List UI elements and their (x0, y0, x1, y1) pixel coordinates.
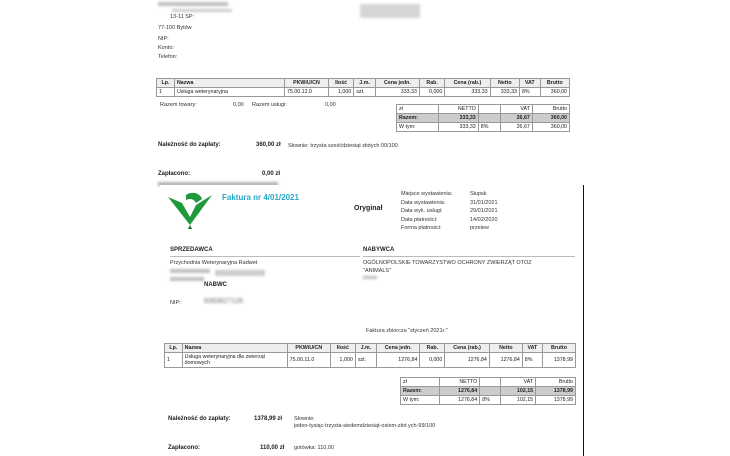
cell: 1276,84 (440, 387, 480, 396)
buyer-name: OGÓLNOPOLSKIE TOWARZYSTWO OCHRONY ZWIERZĄT OTOZ (363, 260, 532, 266)
cell: 1276,84 (440, 396, 480, 405)
razem-towary-value: 0,00 (233, 102, 244, 108)
col-header: Brutto (542, 344, 575, 353)
cell: 360,00 (532, 123, 569, 132)
summary-table (396, 104, 570, 132)
nip-label: NIP: (158, 36, 169, 42)
cell: 360,00 (532, 114, 569, 123)
cell: 1378,99 (536, 387, 576, 396)
nabywca-label: NABYWCA (363, 247, 395, 253)
summary-header-row (401, 378, 576, 387)
cell: 1276,84 (489, 353, 522, 368)
zaplacono-value: 110,00 zł (260, 445, 285, 451)
naleznosc-value: 360,00 zł (256, 142, 281, 148)
cell: 1,000 (328, 88, 353, 97)
slownie-text: jeden-tysiąc-trzysta-siedemdziesiąt-osiem-złot ych-99/100 (294, 423, 436, 429)
cell: 1378,99 (542, 353, 575, 368)
buyer-sub: "ANIMALS" (363, 268, 392, 274)
cell: Brutto (532, 105, 569, 114)
redacted-block (360, 4, 420, 18)
summary-row (401, 387, 576, 396)
col-header: Cena jedn. (375, 79, 419, 88)
original-label: Oryginał (354, 205, 383, 212)
cell (478, 105, 500, 114)
blurred-header-text (172, 9, 232, 12)
col-header: J.m. (354, 79, 376, 88)
cell: zł (401, 378, 440, 387)
invoice-title: Faktura nr 4/01/2021 (222, 193, 299, 202)
cell: W tym: (397, 123, 439, 132)
cell: 1 (157, 88, 175, 97)
address-fragment: 77-100 Bytów (158, 25, 192, 31)
cell: 8% (522, 353, 542, 368)
cell: 75.00.12.0 (284, 88, 328, 97)
cell: 0,000 (419, 88, 444, 97)
cell: Razem: (397, 114, 439, 123)
nip-value: 8393627126 (204, 298, 243, 305)
col-header: Cena (rab.) (445, 79, 490, 88)
cell: VAT (500, 105, 532, 114)
cell: 8% (519, 88, 540, 97)
cell: 8% (480, 396, 501, 405)
cell: VAT (501, 378, 536, 387)
redacted-block (363, 276, 377, 279)
cell: szt. (354, 88, 376, 97)
cell: 333,33 (438, 123, 478, 132)
naleznosc-value: 1378,99 zł (254, 416, 283, 422)
col-header: Lp. (157, 79, 175, 88)
cell (480, 378, 501, 387)
redacted-seller-address (170, 277, 204, 281)
sprzedawca-label: SPRZEDAWCA (170, 247, 213, 253)
slownie-label: Słownie: (294, 416, 315, 422)
cell: 1276,84 (445, 353, 490, 368)
col-header: Cena (rab.) (445, 344, 490, 353)
cell: 1 (165, 353, 183, 368)
cell: szt. (355, 353, 376, 368)
col-header: Ilość (328, 79, 353, 88)
cell: 333,33 (445, 88, 490, 97)
col-header: Rab. (420, 344, 445, 353)
col-header: Nazwa (182, 344, 287, 353)
col-header: Rab. (419, 79, 444, 88)
divider (363, 256, 575, 257)
zaplacono-label: Zapłacono: (168, 445, 201, 451)
col-header: Netto (489, 344, 522, 353)
summary-row (397, 123, 570, 132)
cell: 26,67 (500, 114, 532, 123)
meta-row: Data płatności: 14/02/2020 (401, 216, 498, 223)
cell: 333,33 (490, 88, 519, 97)
cell: 1378,99 (536, 396, 576, 405)
cell (478, 114, 500, 123)
summary-row (397, 114, 570, 123)
col-header: VAT (522, 344, 542, 353)
invoice-meta (401, 191, 571, 234)
col-header: PKWiU/CN (287, 344, 330, 353)
items-table (156, 78, 570, 97)
razem-towary-label: Razem towary: (160, 102, 197, 108)
meta-row: Miejsce wystawienia: Słupsk (401, 191, 487, 197)
meta-row: Data wystawienia: 31/01/2021 (401, 199, 498, 206)
divider (170, 256, 360, 257)
summary-table (400, 377, 576, 405)
col-header: Lp. (165, 344, 183, 353)
razem-uslugi-value: 0,00 (325, 102, 336, 108)
zaplacono-note: gotówka: 110,00 (294, 445, 334, 451)
col-header: PKWiU/CN (284, 79, 328, 88)
col-header: Brutto (540, 79, 569, 88)
cell: 1276,84 (377, 353, 420, 368)
cell: Usługa weterynaryjna dla zwierząt domowych (182, 353, 287, 368)
table-row (157, 88, 570, 97)
table-header-row (165, 344, 576, 353)
col-header: Ilość (330, 344, 355, 353)
invoice-document-top (150, 0, 578, 190)
nabwca-overlay-text: NABWC (204, 282, 227, 288)
col-header: Cena jedn. (377, 344, 420, 353)
konto-label: Konto: (158, 45, 174, 51)
zaplacono-label: Zapłacono: (158, 171, 191, 177)
cell: NETTO (438, 105, 478, 114)
summary-row (401, 396, 576, 405)
cell: Brutto (536, 378, 576, 387)
table-header-row (157, 79, 570, 88)
address-fragment: 13-11 SP: (170, 14, 195, 20)
seller-name: Przychodnia Weterynaryjna Radwet (170, 260, 258, 266)
redacted-seller-address (170, 269, 210, 273)
invoice-document-bottom (160, 185, 584, 456)
cell: zł (397, 105, 439, 114)
redacted-block (215, 270, 265, 276)
naleznosc-label: Należność do zapłaty: (168, 416, 231, 422)
cell: 333,33 (438, 114, 478, 123)
cell: Usługa weterynaryjna (174, 88, 284, 97)
col-header: J.m. (355, 344, 376, 353)
col-header: Netto (490, 79, 519, 88)
blurred-header-text (158, 2, 228, 6)
table-row (165, 353, 576, 368)
cell: 102,15 (501, 396, 536, 405)
meta-row: Forma płatności: przelew (401, 225, 489, 231)
cell: W tym: (401, 396, 440, 405)
faktura-zbiorcza-text: Faktura zbiorcza "styczeń 2021r." (366, 328, 448, 334)
cell: 333,33 (375, 88, 419, 97)
cell: 75.00.11.0 (287, 353, 330, 368)
cell: 102,15 (501, 387, 536, 396)
cell: Razem: (401, 387, 440, 396)
cell: 0,000 (420, 353, 445, 368)
nip-label: NIP: (170, 300, 181, 306)
col-header: Nazwa (174, 79, 284, 88)
meta-row: Data wyk. usługi: 29/01/2021 (401, 208, 498, 214)
cell (480, 387, 501, 396)
cell: 26,67 (500, 123, 532, 132)
items-table (164, 343, 576, 368)
telefon-label: Telefon: (158, 54, 178, 60)
summary-header-row (397, 105, 570, 114)
clinic-logo-icon (166, 191, 216, 231)
slownie-text: Słownie: trzysta sześćdziesiąt złotych 00/100 (288, 143, 398, 149)
zaplacono-value: 0,00 zł (262, 171, 281, 177)
naleznosc-label: Należność do zapłaty: (158, 142, 221, 148)
cell: 1,000 (330, 353, 355, 368)
razem-uslugi-label: Razem usługi: (252, 102, 287, 108)
cell: 8% (478, 123, 500, 132)
cell: NETTO (440, 378, 480, 387)
cell: 360,00 (540, 88, 569, 97)
col-header: VAT (519, 79, 540, 88)
